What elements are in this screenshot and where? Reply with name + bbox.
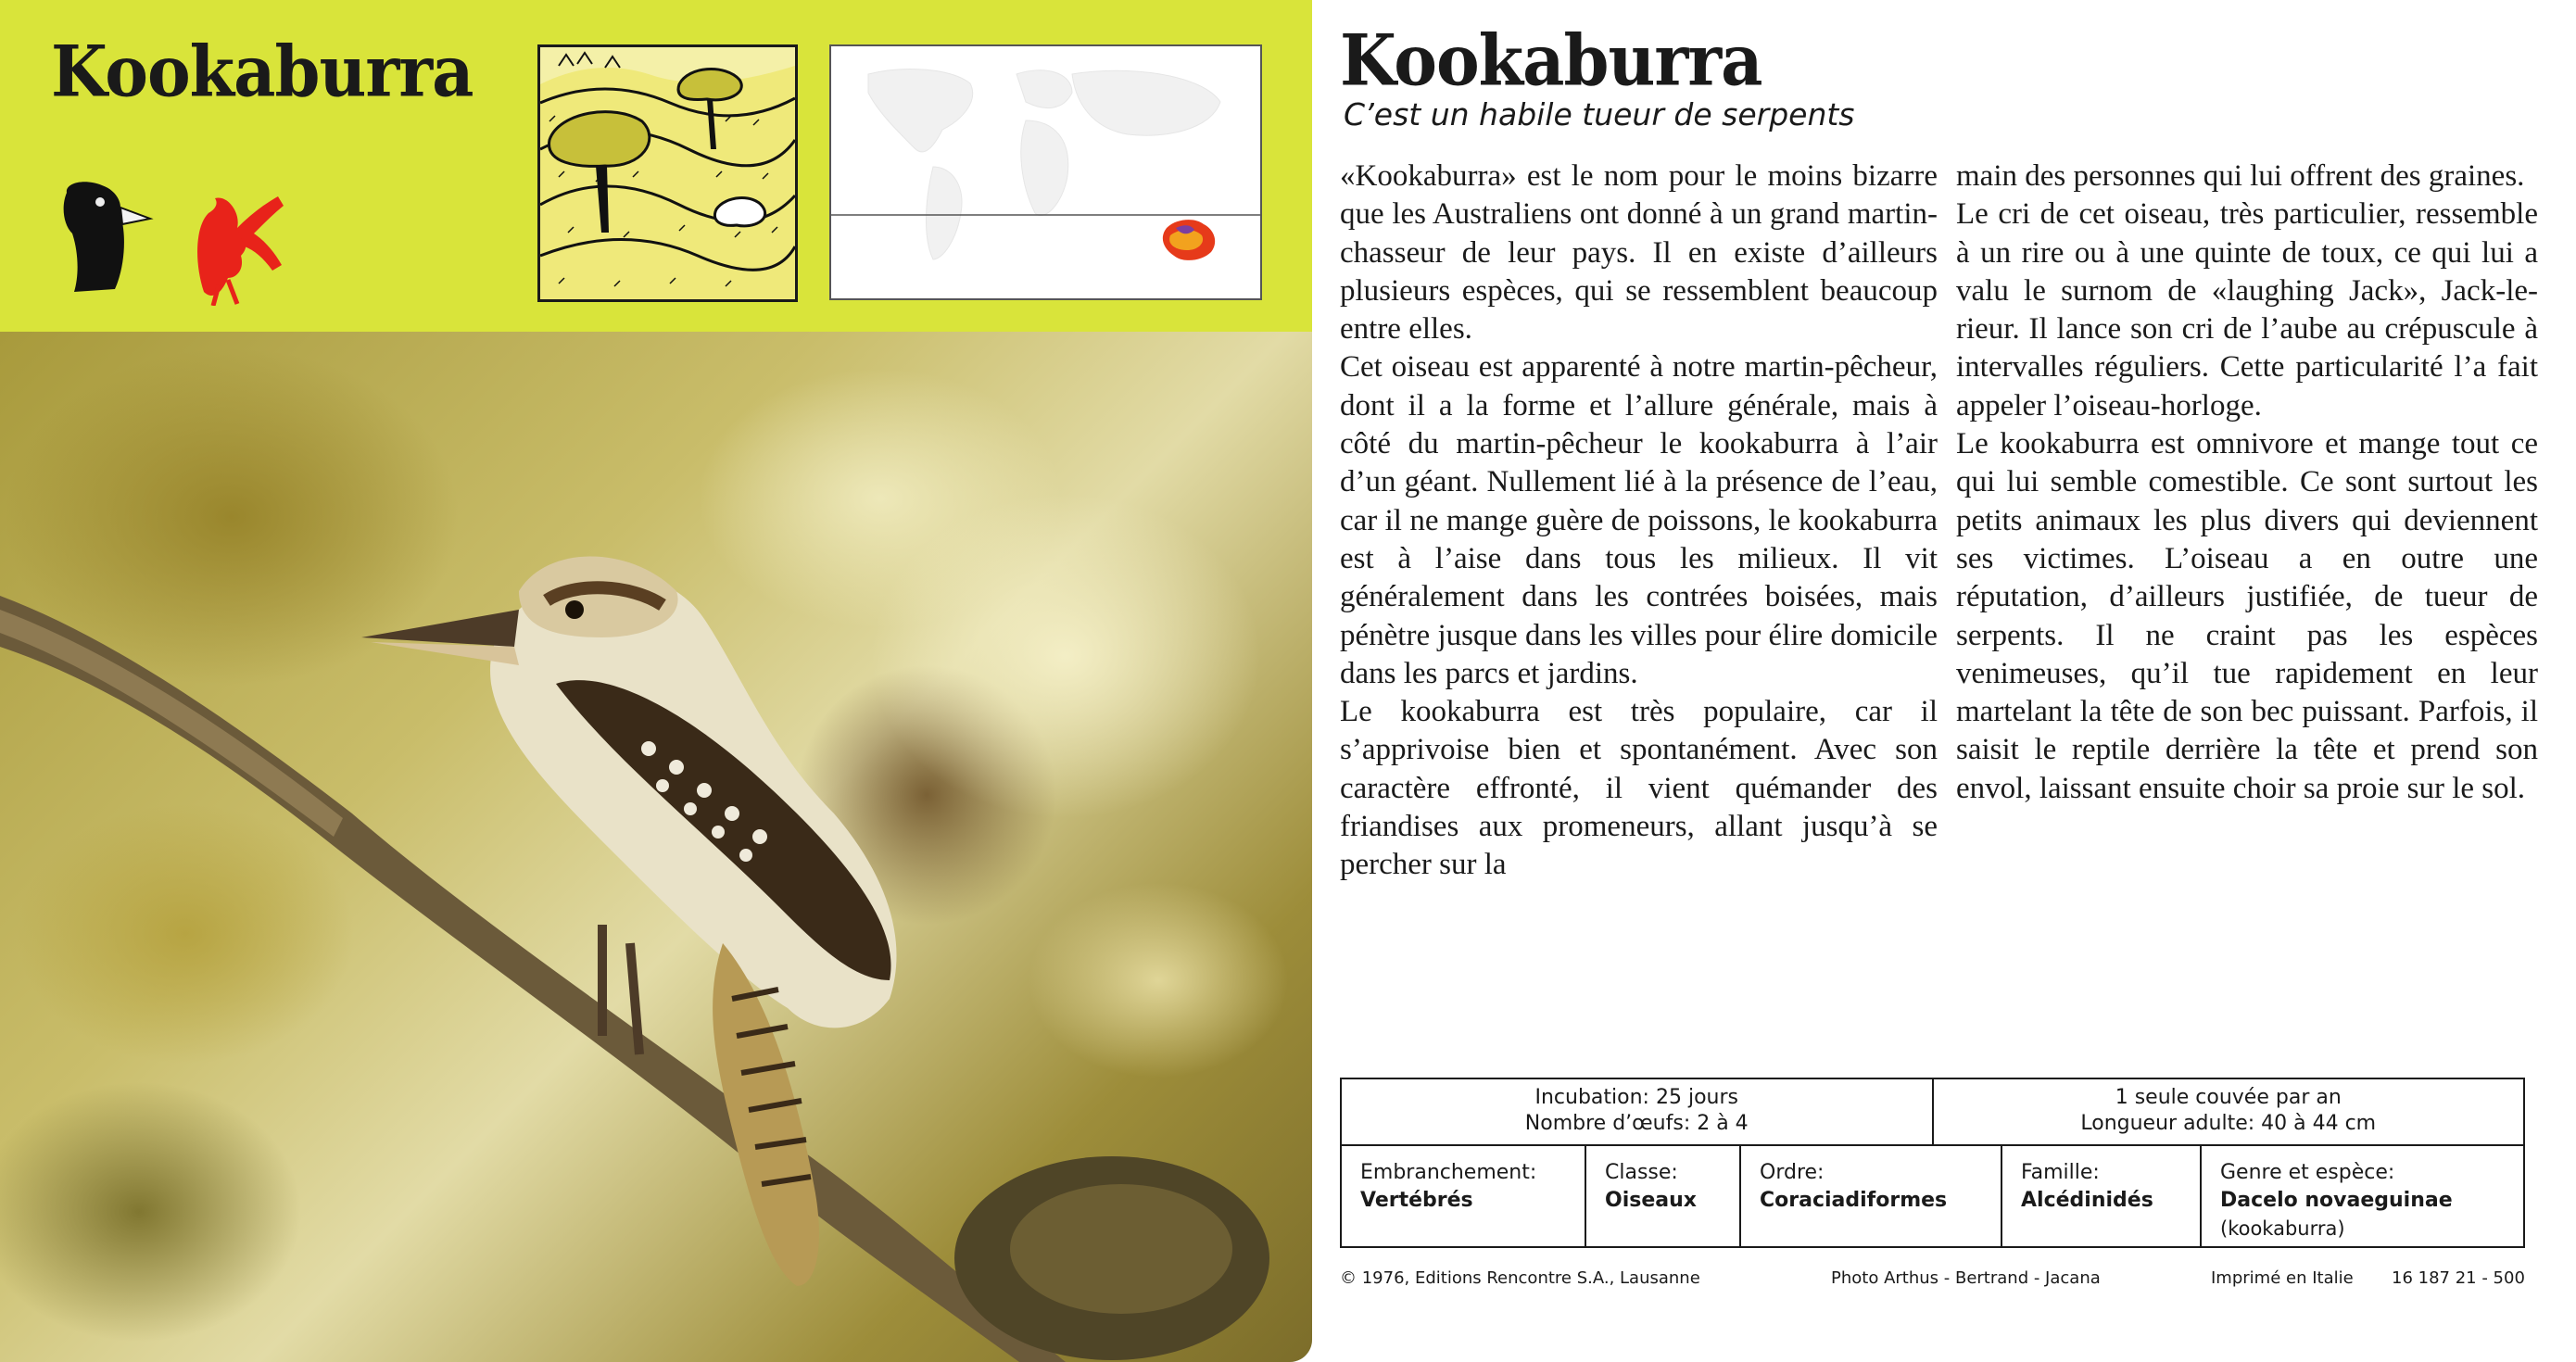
article-paragraph: «Kookaburra» est le nom pour le moins bizarre que les Australiens ont donné à un grand martin-chasseur de leur pays. Il en existe d’ailleurs plusieurs espèces, qui se ressemblent beaucoup entre elles. [1340, 159, 1938, 347]
incubation-cell [1342, 1079, 1932, 1144]
article-paragraph: Le cri de cet oiseau, très particulier, ressemble à un rire ou à une quinte de toux, ce qui lui a valu le surnom de «laughing Jack», Jack-le-rieur. Il lance son cri de l’aube au crépuscule à intervalles réguliers. Cette particularité l’a fait appeler l’oiseau-horloge. [1956, 197, 2538, 422]
taxonomy-label: Classe: [1605, 1161, 1678, 1184]
taxonomy-phylum [1342, 1146, 1585, 1246]
article-paragraph: Le kookaburra est très populaire, car il s’apprivoise bien et spontanément. Avec son caractère effronté, il vient quémander des friandises aux promeneurs, allant jusqu’à se percher sur la [1340, 695, 1938, 882]
taxonomy-row [1342, 1146, 2523, 1246]
length-text: Longueur adulte: 40 à 44 cm [2080, 1112, 2377, 1135]
bird-head-icon [64, 182, 150, 292]
prey-animal-icon [197, 196, 284, 306]
front-header [0, 0, 1312, 332]
taxonomy-order [1739, 1146, 2001, 1246]
front-title: Kookaburra [51, 30, 474, 113]
taxonomy-label: Embranchement: [1360, 1161, 1537, 1184]
breeding-info-row [1342, 1079, 2523, 1146]
article-title: Kookaburra [1340, 19, 1762, 102]
eggs-text: Nombre d’œufs: 2 à 4 [1524, 1112, 1749, 1135]
article-column-2 [1956, 158, 2538, 808]
taxonomy-species [2200, 1146, 2523, 1246]
diet-icons [56, 176, 324, 306]
kookaburra-photo [0, 332, 1312, 1362]
article-column-1 [1340, 158, 1938, 885]
species-info-table [1340, 1078, 2525, 1248]
taxonomy-label: Genre et espèce: [2220, 1161, 2395, 1184]
copyright-text: © 1976, Editions Rencontre S.A., Lausanne [1340, 1268, 1700, 1288]
taxonomy-value: Coraciadiformes [1760, 1189, 1948, 1212]
taxonomy-value: Dacelo novaeguinae [2220, 1189, 2453, 1212]
taxonomy-common-name: (kookaburra) [2220, 1217, 2345, 1240]
photo-credit: Photo Arthus - Bertrand - Jacana [1831, 1268, 2101, 1288]
savanna-landscape-icon [537, 44, 798, 302]
card-code: 16 187 21 - 500 [2392, 1268, 2525, 1288]
taxonomy-family [2001, 1146, 2200, 1246]
taxonomy-value: Oiseaux [1605, 1189, 1697, 1212]
taxonomy-value: Alcédinidés [2021, 1189, 2153, 1212]
world-range-map [829, 44, 1262, 300]
taxonomy-label: Ordre: [1760, 1161, 1825, 1184]
article-paragraph: Cet oiseau est apparenté à notre martin-pêcheur, dont il a la forme et l’allure générale, mais à côté du martin-pêcheur le kookaburra à l’air d’un géant. Nullement lié à la présence de l’eau, car il ne mange guère de poissons, le kookaburra est à l’aise dans tous les milieux. Il vit généralement dans les contrées boisées, mais pénètre jusque dans les villes pour élire domicile dans les parcs et jardins. [1340, 350, 1938, 690]
taxonomy-class [1585, 1146, 1739, 1246]
article-subtitle: C’est un habile tueur de serpents [1344, 96, 1855, 132]
article-paragraph: Le kookaburra est omnivore et mange tout ce qui lui semble comestible. Ce sont surtout les petits animaux les plus divers qui deviennent ses victimes. L’oiseau a en outre une réputation, d’ailleurs justifiée, de tueur de serpents. Il ne craint pas les espèces venimeuses, qu’il tue rapidement en leur martelant la tête de son bec puissant. Parfois, il saisit le reptile derrière la tête et prend son envol, laissant ensuite choir sa proie sur le sol. [1956, 427, 2538, 805]
broods-text: 1 seule couvée par an [2115, 1086, 2342, 1109]
printed-in: Imprimé en Italie [2211, 1268, 2354, 1288]
taxonomy-value: Vertébrés [1360, 1189, 1473, 1212]
article-paragraph: main des personnes qui lui offrent des graines. [1956, 159, 2525, 193]
taxonomy-label: Famille: [2021, 1161, 2100, 1184]
incubation-text: Incubation: 25 jours [1534, 1086, 1738, 1109]
back-card [1312, 0, 2576, 1362]
brood-cell [1932, 1079, 2524, 1144]
